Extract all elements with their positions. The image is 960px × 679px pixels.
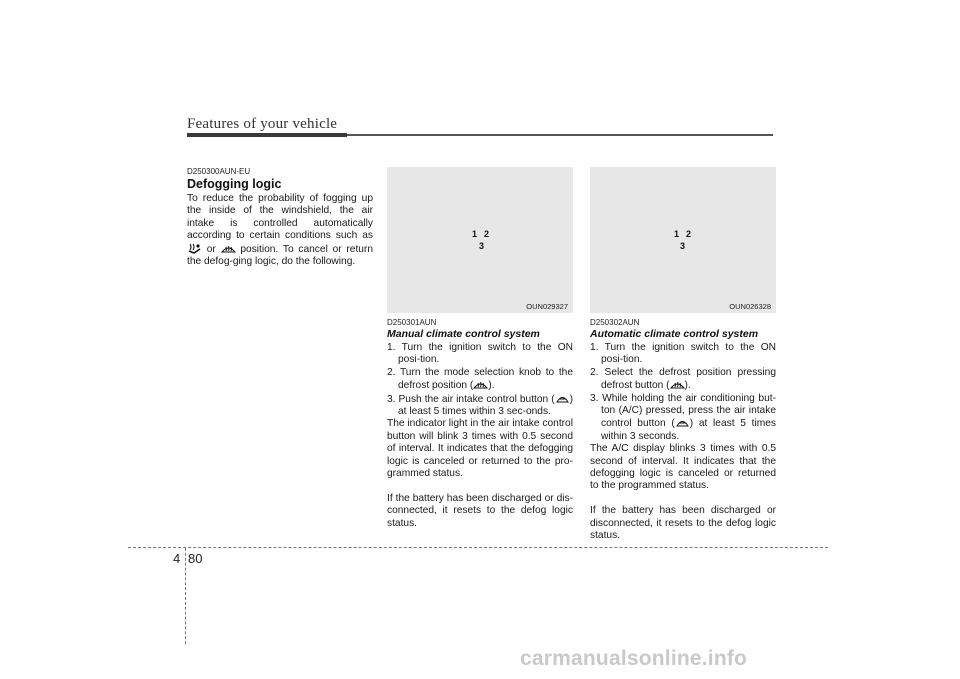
intro-text-a: To reduce the probability of fogging up the inside of the windshield, the air intake is controlled automatically according to certain conditions such as <box>187 193 373 242</box>
chapter-number: 4 <box>173 551 181 566</box>
instructions <box>387 342 573 530</box>
header-rule-thin <box>347 134 773 136</box>
header-rule-thick <box>187 133 347 137</box>
page-number: 80 <box>188 551 203 566</box>
step-3-end: ) at least 5 times within 3 seconds. <box>601 418 776 442</box>
figure-label-1: 1 <box>674 229 680 239</box>
step-2-text: 2. Turn the mode selection knob to the defrost position ( <box>387 366 573 392</box>
display-paragraph: The A/C display blinks 3 times with 0.5 second of interval. It indicates that the defogging logic is canceled or returned to the programmed status. <box>590 443 776 492</box>
step-2-end: ). <box>684 380 691 392</box>
step-2 <box>387 367 573 393</box>
defrost-icon <box>473 379 488 390</box>
figure-code: OUN029327 <box>526 302 568 311</box>
section-header-title: Features of your vehicle <box>187 116 338 132</box>
battery-paragraph: If the battery has been discharged or disconnected, it resets to the defog logic status. <box>590 505 776 542</box>
step-3 <box>387 393 573 419</box>
figure-label-2: 2 <box>484 229 490 239</box>
battery-paragraph: If the battery has been discharged or dis-connected, it resets to the defog logic status. <box>387 492 573 529</box>
air-intake-icon <box>675 417 690 428</box>
step-2-end: ). <box>488 380 495 392</box>
figure-label-3: 3 <box>680 241 686 251</box>
step-3-end: ) at least 5 times within 3 sec-onds. <box>398 393 573 418</box>
footer-vertical-divider <box>185 548 186 644</box>
intro-text-or: or <box>206 243 216 255</box>
instructions <box>590 342 776 542</box>
defrost-icon <box>221 243 236 254</box>
figure-label-2: 2 <box>686 229 692 239</box>
figure-label-3: 3 <box>479 241 485 251</box>
section-title: Automatic climate control system <box>590 328 759 340</box>
defrost-floor-icon <box>187 243 202 254</box>
intro-paragraph <box>187 193 373 268</box>
section-code: D250301AUN <box>387 318 437 327</box>
indicator-paragraph: The indicator light in the air intake control button will blink 3 times with 0.5 second of interval. It indicates that the defogging logic is canceled or returned to the pro-grammed status. <box>387 418 573 480</box>
step-3 <box>590 393 776 444</box>
section-title: Manual climate control system <box>387 328 540 340</box>
section-code: D250300AUN-EU <box>187 167 251 176</box>
step-2 <box>590 367 776 393</box>
step-3-text: 3. While holding the air conditioning but-ton (A/C) pressed, press the air intake control button ( <box>590 392 776 430</box>
intro-text-b: position. To cancel or return the defog-ging logic, do the following. <box>187 243 373 268</box>
section-title: Defogging logic <box>187 177 282 191</box>
watermark: carmanualsonline.info <box>520 647 748 670</box>
footer-divider <box>128 547 828 548</box>
step-2-text: 2. Select the defrost position pressing defrost button ( <box>590 366 776 392</box>
air-intake-icon <box>555 393 570 404</box>
step-1: 1. Turn the ignition switch to the ON posi-tion. <box>590 342 776 366</box>
section-code: D250302AUN <box>590 318 640 327</box>
figure-automatic-panel <box>590 167 776 313</box>
figure-code: OUN026328 <box>729 302 771 311</box>
figure-label-1: 1 <box>472 229 478 239</box>
step-3-text: 3. Push the air intake control button ( <box>387 393 555 405</box>
defrost-icon <box>670 379 685 390</box>
step-1: 1. Turn the ignition switch to the ON posi-tion. <box>387 342 573 366</box>
figure-manual-panel <box>387 167 573 313</box>
